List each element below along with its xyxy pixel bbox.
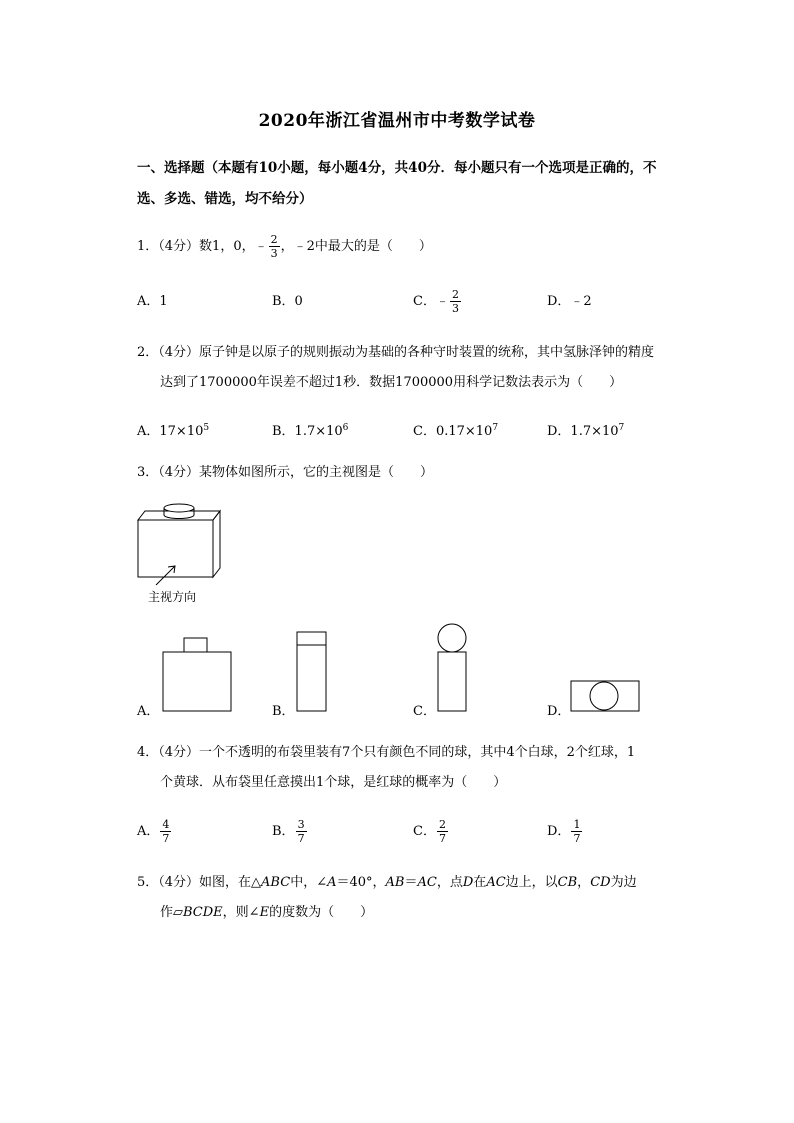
q3-option-d-figure[interactable] [568,678,644,714]
q4-option-c-num: 2 [438,818,446,831]
q2-option-d[interactable] [547,418,624,442]
q4-option-c-den: 7 [438,832,446,845]
page-title: 2020年浙江省温州市中考数学试卷 [258,111,536,131]
q4-option-b-num: 3 [297,818,305,831]
q4-option-d-den: 7 [573,832,581,845]
q5-text: ， [577,875,591,890]
q4-option-d-num: 1 [573,818,581,831]
question-2-line2: 达到了1700000年误差不超过1秒．数据1700000用科学记数法表示为（ ） [160,375,623,390]
q5-text: ，则∠ [222,905,260,920]
q3-option-b-figure[interactable] [295,630,331,714]
q5-segment-ac: AC [486,875,506,890]
q1-option-b[interactable]: B．0 [272,294,303,309]
q5-segment-cd: CD [590,875,611,890]
q4-option-a-den: 7 [162,832,170,845]
q1-frac-den: 3 [270,247,278,260]
q5-point-d: D [462,875,474,890]
q4-option-a-num: 4 [162,818,170,831]
q2-option-b[interactable] [272,418,348,442]
q2-option-d-base: D．1.7×10 [547,424,619,439]
q5-text: ，点 [436,875,463,890]
q1-option-c-prefix: C．﹣ [413,294,449,309]
q2-option-c-exp: 7 [492,423,499,433]
question-4-line1: 4．（4分）一个不透明的布袋里装有7个只有颜色不同的球，其中4个白球，2个红球，1 [137,745,636,760]
q2-option-c[interactable] [413,418,498,442]
q5-angle-e: E [259,905,270,920]
q4-option-c[interactable] [413,818,449,845]
q4-option-d-label: D． [547,824,571,839]
q4-option-d-fraction [571,818,582,845]
q5-text: 边上，以 [505,875,558,890]
q3-option-a-label[interactable]: A． [137,704,160,719]
q3-option-c-label[interactable]: C． [413,704,436,719]
q4-option-a-fraction [160,818,171,845]
q1-frac-num: 2 [270,233,278,246]
q1-option-c-fraction [450,288,461,315]
q5-segment-ab: AB [385,875,405,890]
q2-option-a-base: A．17×10 [137,424,204,439]
cylinder-top [164,504,194,512]
question-5-line2 [160,898,373,928]
q3-option-d-label[interactable]: D． [547,704,571,719]
q1-option-d[interactable]: D．﹣2 [547,294,592,309]
q4-option-b-den: 7 [297,832,305,845]
q2-option-b-exp: 6 [342,423,349,433]
q5-text: ＝40°， [336,875,386,890]
q2-option-b-base: B．1.7×10 [272,424,343,439]
question-4-line2: 个黄球．从布袋里任意摸出1个球，是红球的概率为（ ） [160,775,507,790]
q3-figure-label: 主视方向 [148,590,197,604]
q2-option-d-exp: 7 [618,423,625,433]
q3-option-b-label[interactable]: B． [272,704,295,719]
q2-option-a-exp: 5 [203,423,210,433]
q4-option-b-label: B． [272,824,295,839]
q5-text: 作▱ [160,905,183,920]
q4-option-a[interactable] [137,818,172,845]
q1-prefix: 1．（4分）数1，0，﹣ [137,239,268,254]
q5-angle-a: A [327,875,337,890]
q4-option-c-label: C． [413,824,436,839]
q1-option-a[interactable]: A．1 [137,294,168,309]
q5-text: ＝ [404,875,418,890]
q3-option-c-figure[interactable] [434,620,470,714]
q1-suffix: ，﹣2中最大的是（ ） [280,239,432,254]
q5-text: 中，∠ [290,875,328,890]
q5-text: 为边 [610,875,637,890]
q5-segment-ac: AC [417,875,437,890]
q3-object-figure [130,495,230,610]
question-3: 3．（4分）某物体如图所示，它的主视图是（ ） [137,465,434,480]
q1-option-c-num: 2 [451,288,459,301]
box-front-face [138,520,213,577]
q5-text: 的度数为（ ） [269,905,374,920]
question-5-line1 [137,868,637,898]
view-arrow-line [156,566,175,585]
q1-option-c-den: 3 [451,302,459,315]
q3-option-a-figure[interactable] [160,636,236,714]
q1-option-c[interactable] [413,288,462,315]
box-right-face [213,511,220,577]
q4-option-d[interactable] [547,818,583,845]
section-header-line2: 选、多选、错选，均不给分） [137,191,313,207]
q5-text: 5．（4分）如图，在△ [137,875,262,890]
q4-option-a-label: A． [137,824,160,839]
q5-parallelogram-bcde: BCDE [183,905,223,920]
question-1 [137,232,432,262]
question-2-line1: 2．（4分）原子钟是以原子的规则振动为基础的各种守时装置的统称，其中氢脉泽钟的精度 [137,345,655,360]
q1-fraction [269,233,280,260]
section-header-line1: 一、选择题（本题有10小题，每小题4分，共40分．每小题只有一个选项是正确的，不 [137,160,657,176]
q5-text: 在 [473,875,487,890]
q5-segment-cb: CB [557,875,578,890]
q5-triangle-abc: ABC [261,875,291,890]
q2-option-c-base: C．0.17×10 [413,424,493,439]
q2-option-a[interactable] [137,418,209,442]
q4-option-b-fraction [296,818,307,845]
q4-option-c-fraction [437,818,448,845]
q4-option-b[interactable] [272,818,308,845]
